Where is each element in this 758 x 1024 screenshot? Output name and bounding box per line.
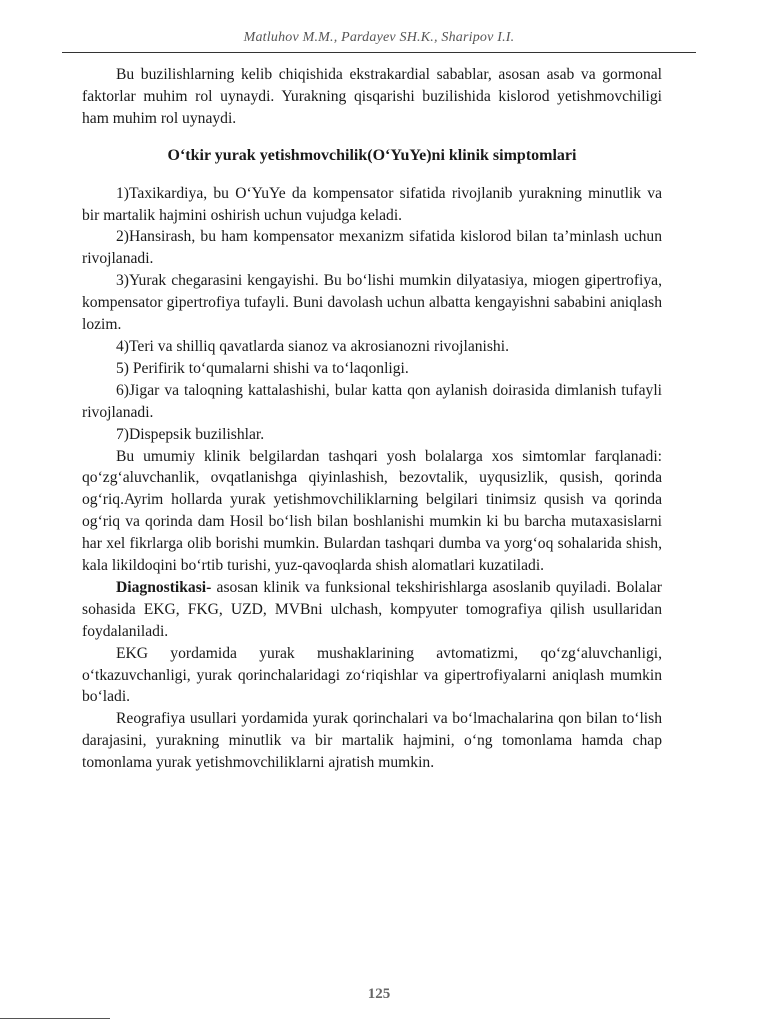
children-symptoms-paragraph: Bu umumiy klinik belgilardan tashqari yosh bolalarga xos simtomlar farqlanadi: qo‘zg‘aluvchanlik, ovqatlanishga qiyinlashish, bezovtalik, uyqusizlik, qusish, qorinda og‘riq.Ayrim hollarda yurak yetishmovchiliklarning belgilari tinimsiz qusish va qorinda og‘riq va qorinda dam Hosil bo‘lish bilan boshlanishi mumkin ki bu barcha mutaxasislarni har xel fikrlarga olib borishi mumkin. Bulardan tashqari dumba va yorg‘oq sohalarida shish, kala likildoqini bo‘rtib turishi, yuz-qavoqlarda shish alomatlari kuzatiladi.: [82, 447, 662, 575]
header-divider: [62, 52, 696, 53]
page-number: 125: [367, 986, 391, 1002]
diagnostics-paragraph: [82, 577, 662, 643]
reografiya-paragraph: Reografiya usullari yordamida yurak qorinchalari va bo‘lmachalarina qon bilan to‘lish darajasini, yurakning minutlik va bir martalik hajmini, o‘ng tomonlama hamda chap tomonlama yurak yetishmovchiliklarni ajratish mumkin.: [82, 710, 662, 772]
symptom-item: 3)Yurak chegarasini kengayishi. Bu bo‘lishi mumkin dilyatasiya, miogen gipertrofiya, kompensator gipertrofiya tufayli. Buni davolash uchun albatta kengayishni sababini aniqlash lozim.: [82, 272, 662, 334]
diagnostics-text: asosan klinik va funksional tekshirishlarga asoslanib quyiladi. Bolalar sohasida EKG, FKG, UZD, MVBni ulchash, kompyuter tomografiya qilish usullaridan foydalaniladi.: [82, 578, 662, 640]
intro-paragraph: Bu buzilishlarning kelib chiqishida ekstrakardial sabablar, asosan asab va gormonal faktorlar muhim rol uynaydi. Yurakning qisqarishi buzilishida kislorod yetishmovchiligi ham muhim rol uynaydi.: [82, 66, 662, 127]
symptom-item: 2)Hansirash, bu ham kompensator mexanizm sifatida kislorod bilan ta’minlash uchun rivojlanadi.: [82, 228, 662, 268]
symptom-item: 7)Dispepsik buzilishlar.: [116, 425, 265, 443]
symptom-item: 5) Perifirik to‘qumalarni shishi va to‘laqonligi.: [116, 359, 409, 377]
section-heading: O‘tkir yurak yetishmovchilik(O‘YuYe)ni klinik simptomlari: [167, 146, 577, 164]
page-content: [82, 64, 662, 774]
ekg-paragraph: EKG yordamida yurak mushaklarining avtomatizmi, qo‘zg‘aluvchanligi, o‘tkazuvchanligi, yurak qorinchalaridagi zo‘riqishlar va gipertrofiyalarni aniqlash mumkin bo‘ladi.: [82, 644, 662, 706]
footer-divider: [0, 1018, 110, 1019]
symptom-item: 4)Teri va shilliq qavatlarda sianoz va akrosianozni rivojlanishi.: [116, 337, 509, 355]
symptom-item: 1)Taxikardiya, bu O‘YuYe da kompensator sifatida rivojlanib yurakning minutlik va bir martalik hajmini oshirish uchun vujudga keladi.: [82, 184, 662, 224]
diagnostics-label: Diagnostikasi-: [116, 578, 212, 596]
running-header: Matluhov M.M., Pardayev SH.K., Sharipov I.I.: [243, 30, 515, 45]
symptom-item: 6)Jigar va taloqning kattalashishi, bular katta qon aylanish doirasida dimlanish tufayli rivojlanadi.: [82, 381, 662, 421]
